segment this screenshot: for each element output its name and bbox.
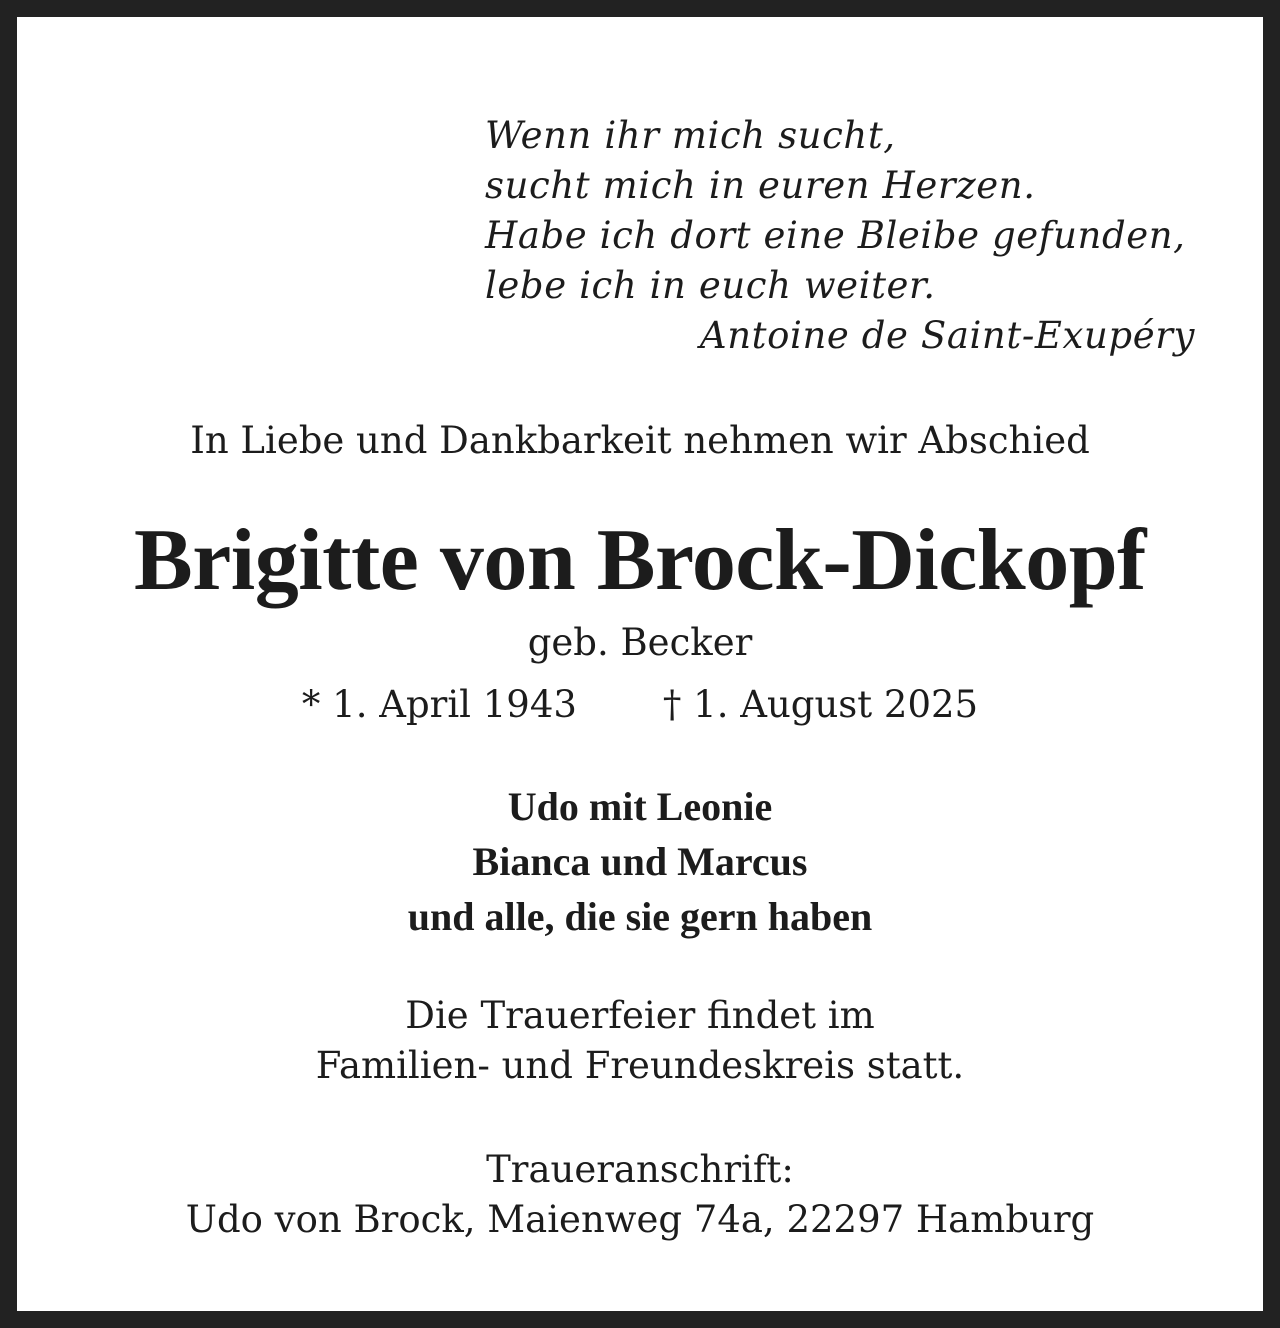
poem-line: Wenn ihr mich sucht, xyxy=(485,114,896,157)
birth-date: * 1. April 1943 xyxy=(301,683,577,726)
mourner-line: Udo mit Leonie xyxy=(507,784,773,829)
address-label: Traueranschrift: xyxy=(486,1148,794,1191)
poem-quote xyxy=(485,111,1195,361)
farewell-intro: In Liebe und Dankbarkeit nehmen wir Abschied xyxy=(190,419,1090,462)
address-value: Udo von Brock, Maienweg 74a, 22297 Hamburg xyxy=(185,1198,1095,1241)
poem-line: sucht mich in euren Herzen. xyxy=(485,164,1036,207)
deceased-name: Brigitte von Brock-Dickopf xyxy=(134,512,1146,609)
ceremony-line: Die Trauerfeier findet im xyxy=(405,994,875,1037)
mourner-line: Bianca und Marcus xyxy=(472,839,808,884)
poem-line: Habe ich dort eine Bleibe gefunden, xyxy=(485,214,1186,257)
birth-name: geb. Becker xyxy=(527,621,753,664)
ceremony-line: Familien- und Freundeskreis statt. xyxy=(315,1044,965,1087)
poem-author: Antoine de Saint-Exupéry xyxy=(699,314,1195,357)
poem-line: lebe ich in euch weiter. xyxy=(485,264,936,307)
mourning-address xyxy=(17,1145,1263,1245)
life-dates xyxy=(17,681,1263,729)
ceremony-note xyxy=(17,991,1263,1091)
mourner-line: und alle, die sie gern haben xyxy=(407,894,873,939)
death-date: † 1. August 2025 xyxy=(662,683,979,726)
mourners-list xyxy=(17,779,1263,944)
